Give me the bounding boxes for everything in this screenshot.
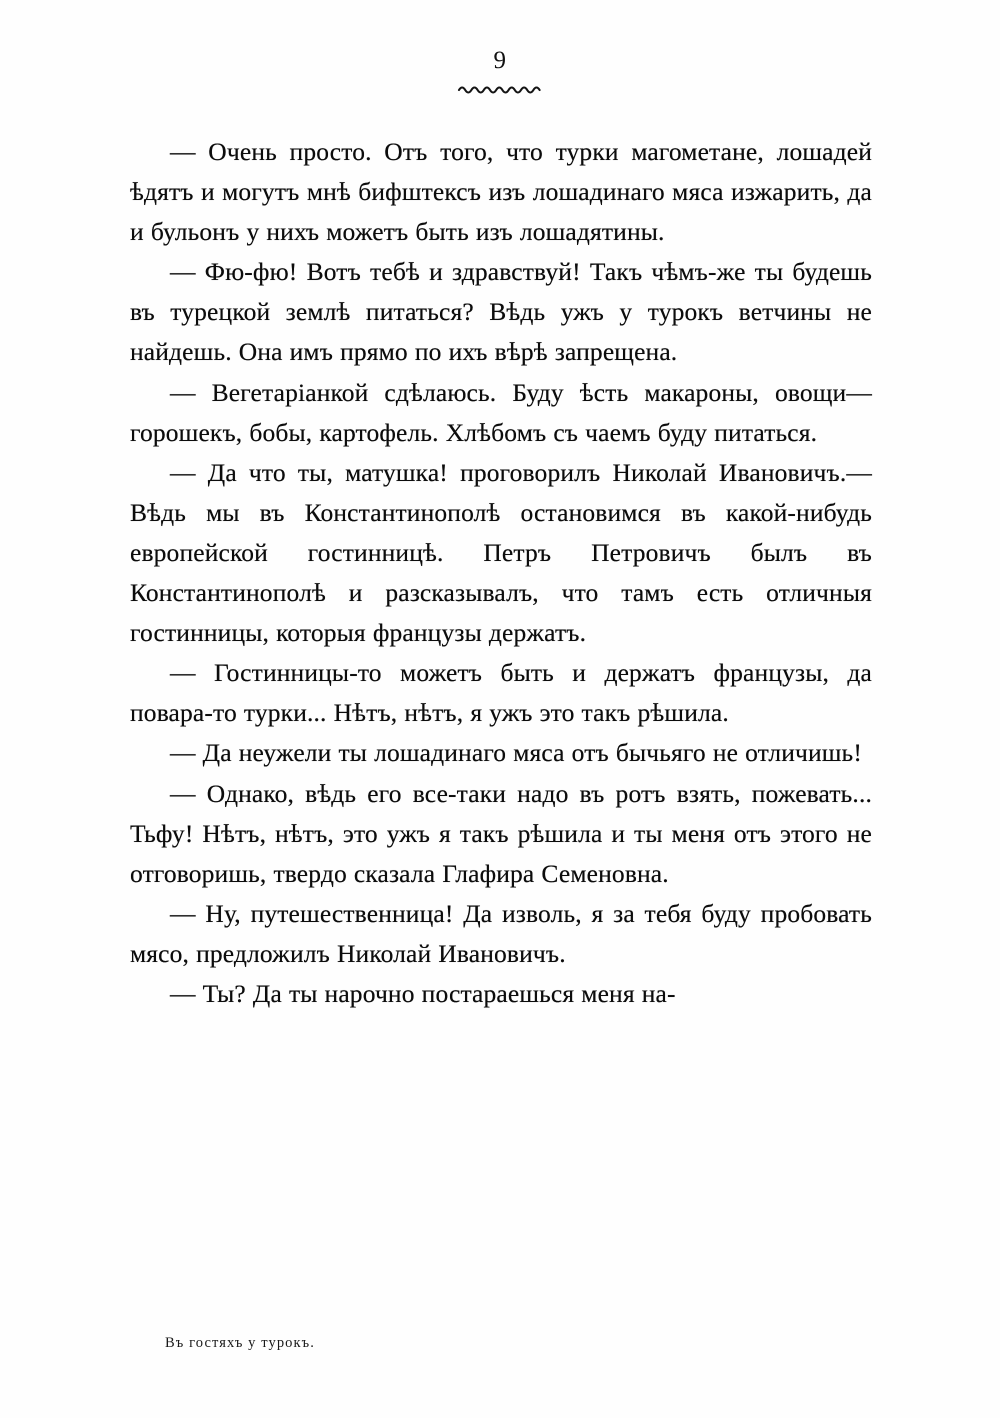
page-header <box>0 48 1000 96</box>
body-text <box>130 132 872 1014</box>
wavy-rule-ornament-icon <box>457 82 543 96</box>
running-footer: Въ гостяхъ у турокъ. <box>165 1335 316 1351</box>
paragraph: — Ну, путешественница! Да изволь, я за тебя буду пробовать мясо, предложилъ Николай Ивановичъ. <box>130 898 872 968</box>
page-number: 9 <box>493 47 507 74</box>
paragraph: — Вегетаріанкой сдѣлаюсь. Буду ѣсть макароны, овощи—горошекъ, бобы, картофель. Хлѣбомъ съ чаемъ буду питаться. <box>130 377 872 447</box>
paragraph: — Фю-фю! Вотъ тебѣ и здравствуй! Такъ чѣмъ-же ты будешь въ турецкой землѣ питаться? Вѣдь ужъ у турокъ ветчины не найдешь. Она имъ прямо по ихъ вѣрѣ запрещена. <box>130 257 872 367</box>
paragraph: — Однако, вѣдь его все-таки надо въ ротъ взять, пожевать... Тьфу! Нѣтъ, нѣтъ, это ужъ я такъ рѣшила и ты меня отъ этого не отговоришь, твердо сказала Глафира Семеновна. <box>130 778 872 888</box>
paragraph: — Гостинницы-то можетъ быть и держатъ французы, да повара-то турки... Нѣтъ, нѣтъ, я ужъ это такъ рѣшила. <box>130 658 872 728</box>
paragraph: — Да что ты, матушка! проговорилъ Николай Ивановичъ.—Вѣдь мы въ Константинополѣ остановимся въ какой-нибудь европейской гостинницѣ. Петръ Петровичъ былъ въ Константинополѣ и разсказывалъ, что тамъ есть отличныя гостинницы, которыя французы держатъ. <box>130 457 872 648</box>
paragraph: — Очень просто. Отъ того, что турки магометане, лошадей ѣдятъ и могутъ мнѣ бифштексъ изъ лошадинаго мяса изжарить, да и бульонъ у нихъ можетъ быть изъ лошадятины. <box>130 137 872 247</box>
paragraph: — Ты? Да ты нарочно постараешься меня на- <box>170 978 676 1008</box>
paragraph: — Да неужели ты лошадинаго мяса отъ бычьяго не отличишь! <box>170 738 862 768</box>
